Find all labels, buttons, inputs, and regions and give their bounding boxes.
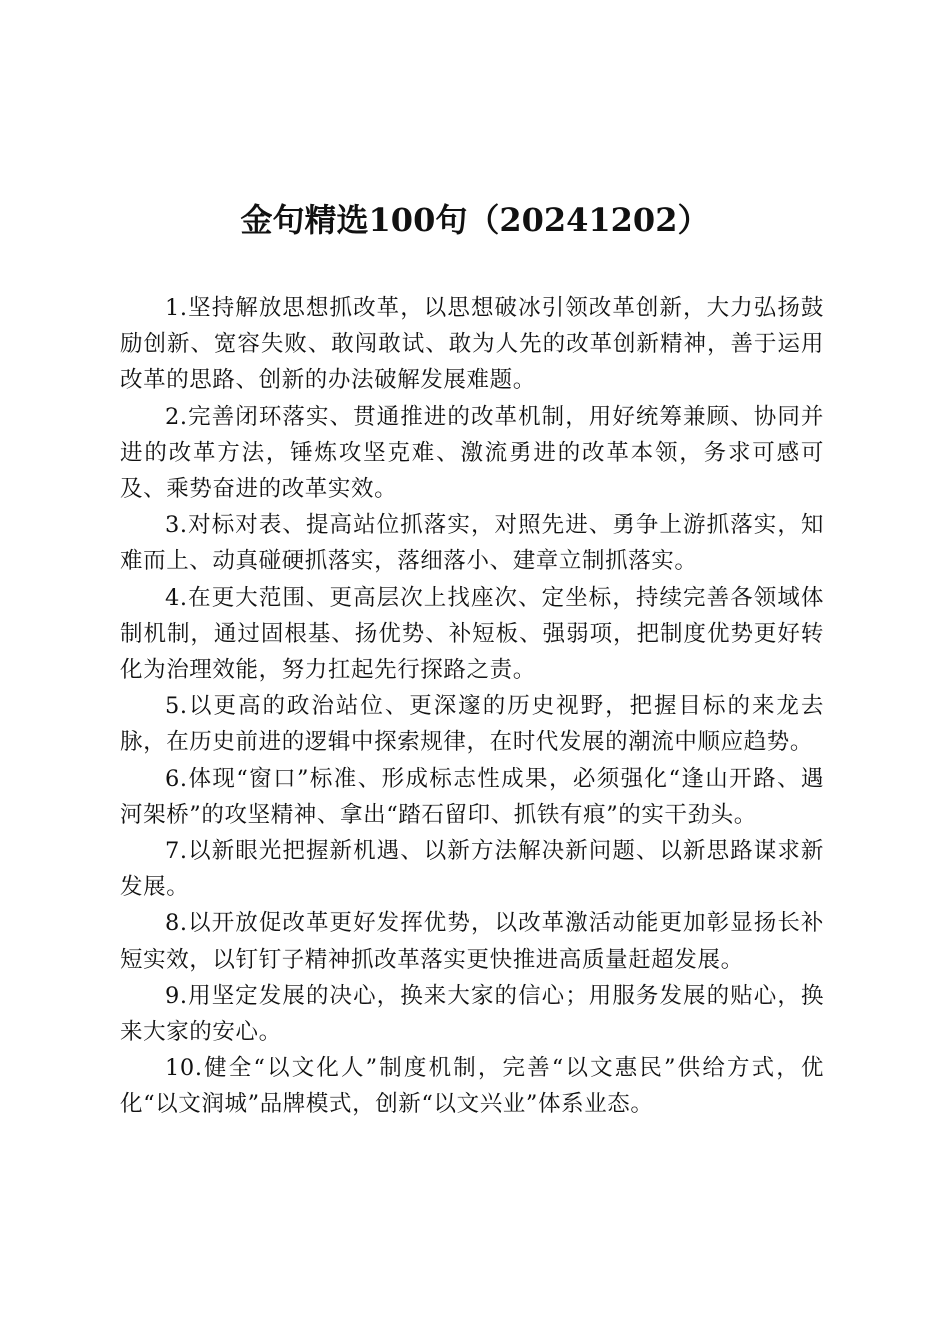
paragraph-6: 6.体现“窗口”标准、形成标志性成果，必须强化“逢山开路、遇河架桥”的攻坚精神、拿出“踏石留印、抓铁有痕”的实干劲头。 [120, 765, 824, 828]
paragraph-10: 10.健全“以文化人”制度机制，完善“以文惠民”供给方式，优化“以文润城”品牌模式，创新“以文兴业”体系业态。 [120, 1055, 824, 1118]
paragraph-1: 1.坚持解放思想抓改革，以思想破冰引领改革创新，大力弘扬鼓励创新、宽容失败、敢闯敢试、敢为人先的改革创新精神，善于运用改革的思路、创新的办法破解发展难题。 [120, 295, 824, 394]
document-body [120, 290, 824, 1123]
document-title: 金句精选100句（20241202） [240, 201, 710, 239]
paragraph-3: 3.对标对表、提高站位抓落实，对照先进、勇争上游抓落实，知难而上、动真碰硬抓落实，落细落小、建章立制抓落实。 [120, 512, 824, 575]
paragraph-2: 2.完善闭环落实、贯通推进的改革机制，用好统筹兼顾、协同并进的改革方法，锤炼攻坚克难、激流勇进的改革本领，务求可感可及、乘势奋进的改革实效。 [120, 403, 824, 503]
paragraph-5: 5.以更高的政治站位、更深邃的历史视野，把握目标的来龙去脉，在历史前进的逻辑中探索规律，在时代发展的潮流中顺应趋势。 [120, 693, 824, 756]
paragraph-7: 7.以新眼光把握新机遇、以新方法解决新问题、以新思路谋求新发展。 [120, 838, 824, 901]
paragraph-4: 4.在更大范围、更高层次上找座次、定坐标，持续完善各领域体制机制，通过固根基、扬优势、补短板、强弱项，把制度优势更好转化为治理效能，努力扛起先行探路之责。 [120, 584, 824, 684]
paragraph-8: 8.以开放促改革更好发挥优势，以改革激活动能更加彰显扬长补短实效，以钉钉子精神抓改革落实更快推进高质量赶超发展。 [120, 910, 824, 973]
paragraph-9: 9.用坚定发展的决心，换来大家的信心；用服务发展的贴心，换来大家的安心。 [120, 982, 824, 1046]
